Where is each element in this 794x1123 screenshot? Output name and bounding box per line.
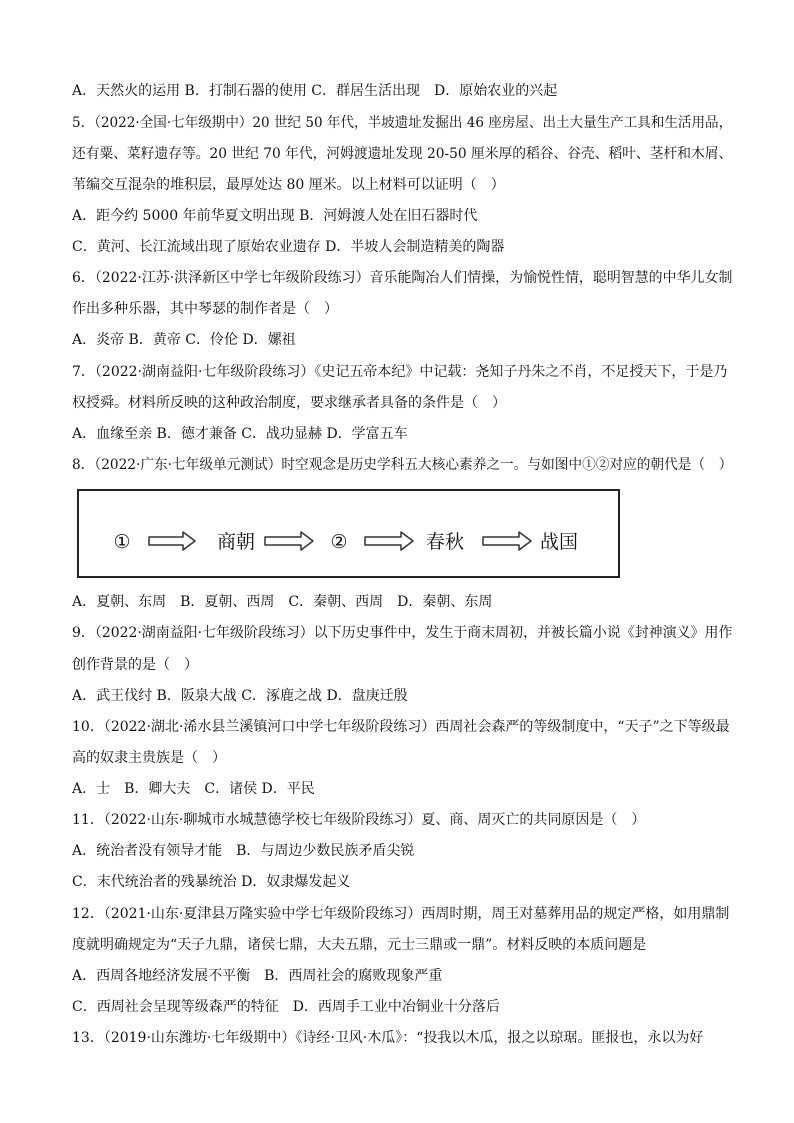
q7-stem-line-1: 7．（2022·湖南益阳·七年级阶段练习）《史记五帝本纪》中记载：尧知子丹朱之不肖，不足授天下，于是乃 — [72, 364, 728, 380]
q11-stem: 11．（2022·山东·聊城市水城慧德学校七年级阶段练习）夏、商、周灭亡的共同原因是（ ） — [72, 812, 646, 828]
q10-stem-line-1: 10．（2022·湖北·浠水县兰溪镇河口中学七年级阶段练习）西周社会森严的等级制度中，“天子”之下等级最 — [72, 719, 730, 735]
q12-stem-line-1: 12．（2021·山东·夏津县万隆实验中学七年级阶段练习）西周时期，周王对墓葬用品的规定严格，如用鼎制 — [72, 906, 730, 922]
q9-options: A．武王伐纣 B．阪泉大战 C．涿鹿之战 D．盘庚迁殷 — [72, 688, 408, 704]
q12-stem-line-2: 度就明确规定为“天子九鼎，诸侯七鼎，大夫五鼎，元士三鼎或一鼎”。材料反映的本质问题是 — [72, 937, 647, 953]
timeline-item-zhanguo: 战国 — [539, 531, 579, 553]
q7-options: A．血缘至亲 B．德才兼备 C．战功显赫 D．学富五车 — [72, 426, 408, 442]
arrow-right-icon — [149, 532, 195, 550]
timeline-item-1: ① — [113, 531, 131, 553]
q5-stem-line-3: 苇编交互混杂的堆积层，最厚处达 80 厘米。以上材料可以证明（ ） — [72, 177, 505, 193]
q12-options-ab: A．西周各地经济发展不平衡 B．西周社会的腐败现象严重 — [72, 968, 443, 984]
q8-stem: 8．（2022·广东·七年级单元测试）时空观念是历史学科五大核心素养之一。与如图中①②对应的朝代是（ ） — [72, 457, 732, 473]
q6-stem-line-1: 6．（2022·江苏·洪泽新区中学七年级阶段练习）音乐能陶冶人们情操，为愉悦性情，聪明智慧的中华儿女制 — [72, 270, 732, 286]
q5-stem-line-2: 还有粟、菜籽遗存等。20 世纪 70 年代，河姆渡遗址发现 20-50 厘米厚的稻谷、谷壳、稻叶、茎杆和木屑、 — [72, 146, 732, 162]
q7-stem-line-2: 权授舜。材料所反映的这种政治制度，要求继承者具备的条件是（ ） — [72, 395, 506, 411]
q5-options-ab: A．距今约 5000 年前华夏文明出现 B．河姆渡人处在旧石器时代 — [72, 208, 478, 224]
q5-options-cd: C．黄河、长江流域出现了原始农业遗存 D．半坡人会制造精美的陶器 — [72, 239, 505, 255]
q10-stem-line-2: 高的奴隶主贵族是（ ） — [72, 750, 226, 766]
q8-options: A．夏朝、东周 B．夏朝、西周 C．秦朝、西周 D．秦朝、东周 — [72, 594, 493, 610]
q6-stem-line-2: 作出多种乐器，其中琴瑟的制作者是（ ） — [72, 301, 338, 317]
arrow-right-icon — [483, 532, 531, 550]
q4-options: A．天然火的运用 B．打制石器的使用 C．群居生活出现 D．原始农业的兴起 — [72, 83, 558, 99]
q11-options-ab: A．统治者没有领导才能 B．与周边少数民族矛盾尖锐 — [72, 843, 415, 859]
q12-options-cd: C．西周社会呈现等级森严的特征 D．西周手工业中冶铜业十分落后 — [72, 999, 500, 1015]
q11-options-cd: C．末代统治者的残暴统治 D．奴隶爆发起义 — [72, 874, 351, 890]
q9-stem-line-2: 创作背景的是（ ） — [72, 657, 198, 673]
q5-stem-line-1: 5．（2022·全国·七年级期中）20 世纪 50 年代，半坡遗址发掘出 46 座房屋、出土大量生产工具和生活用品， — [72, 115, 732, 131]
timeline-diagram — [79, 491, 618, 576]
timeline-item-shang: 商朝 — [216, 531, 256, 553]
timeline-item-chunqiu: 春秋 — [425, 531, 465, 553]
arrow-right-icon — [365, 532, 413, 550]
q13-stem-line-1: 13．（2019·山东潍坊·七年级期中）《诗经·卫风·木瓜》：“投我以木瓜，报之以琼琚。匪报也，永以为好 — [72, 1030, 704, 1046]
arrow-right-icon — [265, 532, 313, 550]
q10-options: A．士 B．卿大夫 C．诸侯 D．平民 — [72, 781, 315, 797]
q6-options: A．炎帝 B．黄帝 C．伶伦 D．嫘祖 — [72, 332, 296, 348]
dynasty-timeline-figure — [77, 489, 620, 578]
q9-stem-line-1: 9．（2022·湖南益阳·七年级阶段练习）以下历史事件中，发生于商末周初，并被长篇小说《封神演义》用作 — [72, 625, 732, 641]
timeline-item-2: ② — [330, 531, 348, 553]
